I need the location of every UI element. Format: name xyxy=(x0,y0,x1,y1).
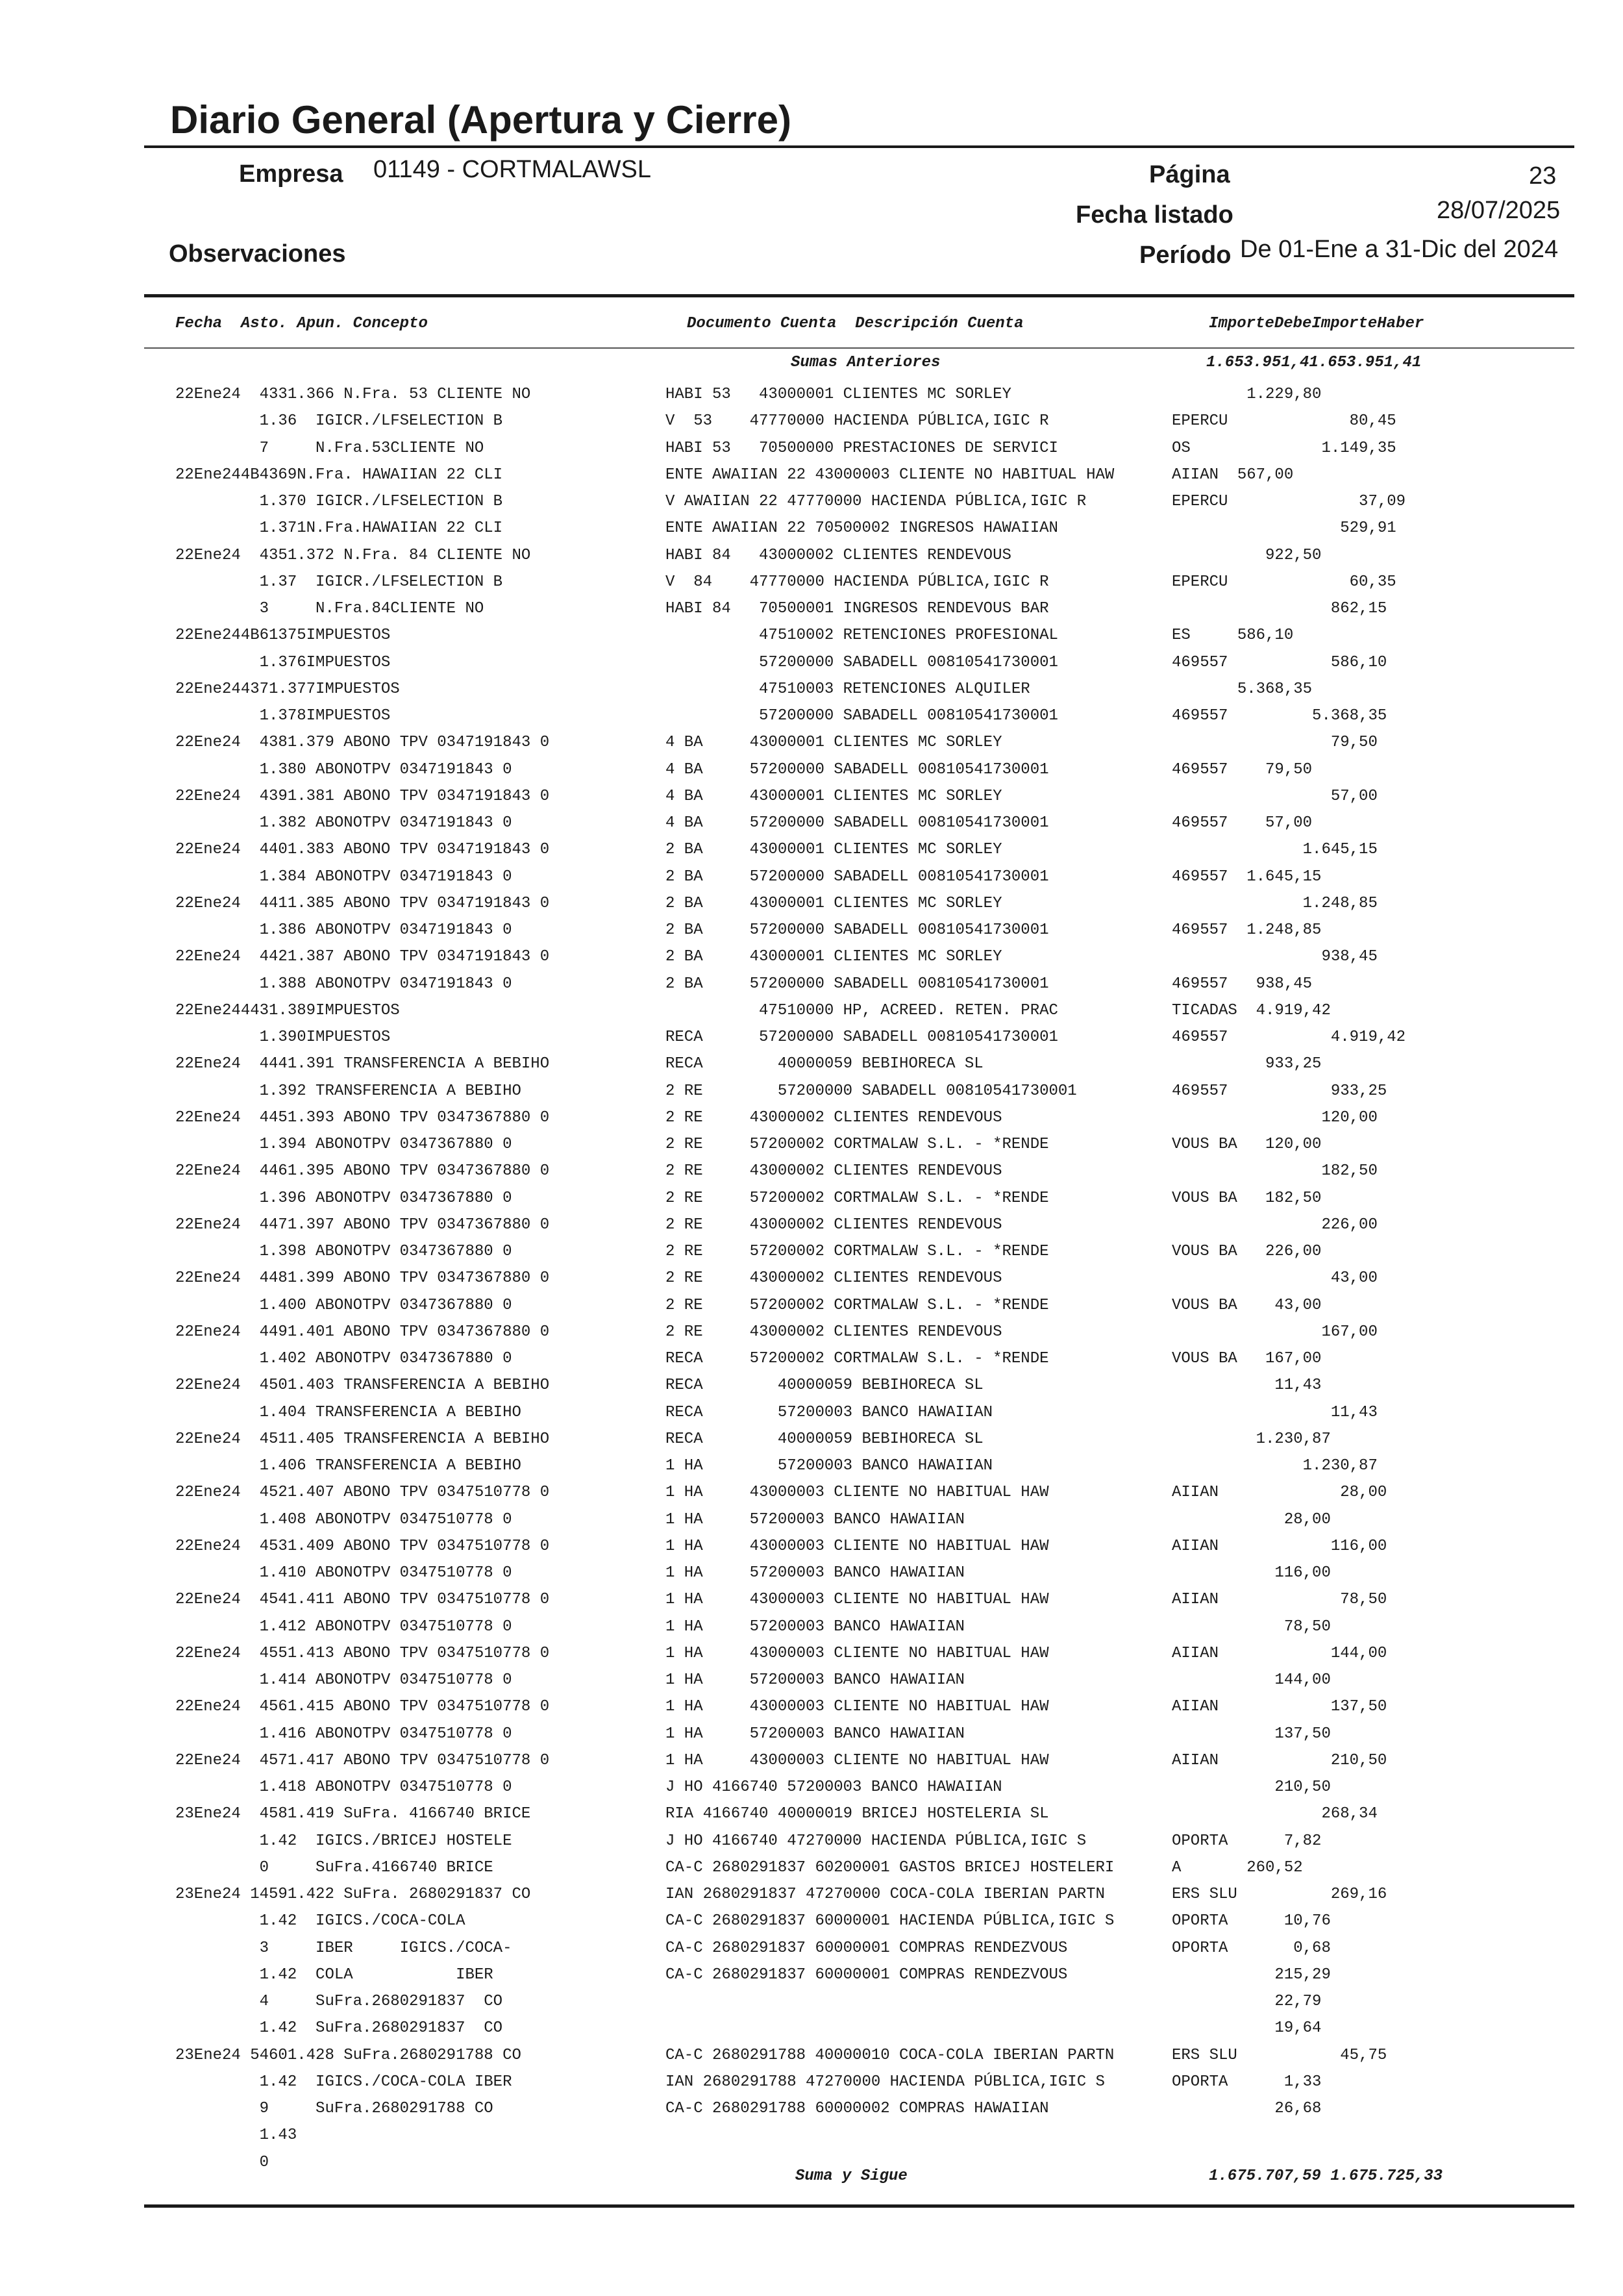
entry-left-text: 22Ene244371.377IMPUESTOS xyxy=(175,680,400,698)
entry-amount-text: AIIAN 144,00 xyxy=(1172,1645,1387,1662)
entry-left-text: 3 IBER IGICS./COCA- xyxy=(175,1940,512,1957)
entry-account-text: 57200000 SABADELL 00810541730001 xyxy=(665,707,1058,725)
entry-account-text: 4 BA 57200000 SABADELL 00810541730001 xyxy=(665,814,1049,832)
entry-account-text: 4 BA 43000001 CLIENTES MC SORLEY xyxy=(665,734,1002,751)
entry-account-text: RIA 4166740 40000019 BRICEJ HOSTELERIA SL xyxy=(665,1805,1049,1823)
entry-amount-text: 11,43 xyxy=(1172,1404,1378,1421)
footer-rule xyxy=(144,2204,1574,2208)
fecha-listado-label: Fecha listado xyxy=(1076,201,1233,229)
entry-left-text: 1.37 IGICR./LFSELECTION B xyxy=(175,573,503,591)
entry-amount-text: OPORTA 10,76 xyxy=(1172,1912,1331,1930)
entry-left-text: 22Ene24 4531.409 ABONO TPV 0347510778 0 xyxy=(175,1538,550,1555)
pagina-value: 23 xyxy=(1529,162,1557,190)
entry-amount-text: EPERCU 37,09 xyxy=(1172,493,1406,510)
entry-left-text: 4 SuFra.2680291837 CO xyxy=(175,1993,503,2010)
entry-amount-text: 57,00 xyxy=(1172,788,1378,805)
entry-amount-text: ES 586,10 xyxy=(1172,627,1294,644)
entry-amount-text: 469557 938,45 xyxy=(1172,975,1313,993)
entry-account-text: HABI 53 70500000 PRESTACIONES DE SERVICI xyxy=(665,440,1058,457)
entry-left-text: 1.42 SuFra.2680291837 CO xyxy=(175,2019,503,2037)
entry-left-text: 9 SuFra.2680291788 CO xyxy=(175,2100,493,2117)
entry-account-text: 2 BA 57200000 SABADELL 00810541730001 xyxy=(665,868,1049,886)
entry-left-text: 1.400 ABONOTPV 0347367880 0 xyxy=(175,1297,512,1314)
entry-amount-text: 938,45 xyxy=(1172,948,1378,966)
entry-amount-text: 79,50 xyxy=(1172,734,1378,751)
entry-left-text: 1.396 ABONOTPV 0347367880 0 xyxy=(175,1190,512,1207)
entry-account-text: CA-C 2680291788 40000010 COCA-COLA IBERIAN PARTN xyxy=(665,2047,1115,2064)
entry-amount-text: 268,34 xyxy=(1172,1805,1378,1823)
entry-amount-text: 1.248,85 xyxy=(1172,895,1378,912)
entry-left-text: 22Ene24 4441.391 TRANSFERENCIA A BEBIHO xyxy=(175,1055,550,1073)
entry-left-text: 22Ene24 4391.381 ABONO TPV 0347191843 0 xyxy=(175,788,550,805)
entry-left-text: 1.388 ABONOTPV 0347191843 0 xyxy=(175,975,512,993)
entry-amount-text: OPORTA 7,82 xyxy=(1172,1832,1322,1850)
entry-left-text: 22Ene24 4401.383 ABONO TPV 0347191843 0 xyxy=(175,841,550,858)
entry-left-text: 22Ene24 4541.411 ABONO TPV 0347510778 0 xyxy=(175,1591,550,1608)
entry-account-text: HABI 84 43000002 CLIENTES RENDEVOUS xyxy=(665,547,1011,564)
suma-y-sigue-value: 1.675.707,59 1.675.725,33 xyxy=(1209,2167,1443,2185)
entry-left-text: 1.378IMPUESTOS xyxy=(175,707,391,725)
entry-account-text: 1 HA 43000003 CLIENTE NO HABITUAL HAW xyxy=(665,1538,1049,1555)
entry-left-text: 1.418 ABONOTPV 0347510778 0 xyxy=(175,1778,512,1796)
entry-amount-text: AIIAN 116,00 xyxy=(1172,1538,1387,1555)
entry-left-text: 1.410 ABONOTPV 0347510778 0 xyxy=(175,1564,512,1582)
entry-amount-text: 469557 933,25 xyxy=(1172,1082,1387,1100)
entry-left-text: 1.390IMPUESTOS xyxy=(175,1029,391,1046)
entry-left-text: 1.416 ABONOTPV 0347510778 0 xyxy=(175,1725,512,1743)
entry-account-text: J HO 4166740 47270000 HACIENDA PÚBLICA,IGIC S xyxy=(665,1832,1087,1850)
entry-account-text: 2 RE 43000002 CLIENTES RENDEVOUS xyxy=(665,1323,1002,1341)
entry-amount-text: 210,50 xyxy=(1172,1778,1331,1796)
entry-account-text: 2 BA 43000001 CLIENTES MC SORLEY xyxy=(665,841,1002,858)
entry-account-text: ENTE AWAIIAN 22 70500002 INGRESOS HAWAIIAN xyxy=(665,519,1058,537)
entry-left-text: 1.398 ABONOTPV 0347367880 0 xyxy=(175,1243,512,1260)
entry-account-text: CA-C 2680291788 60000002 COMPRAS HAWAIIAN xyxy=(665,2100,1049,2117)
header-rule xyxy=(144,294,1574,297)
entry-account-text: 1 HA 43000003 CLIENTE NO HABITUAL HAW xyxy=(665,1752,1049,1769)
entry-left-text: 22Ene24 4501.403 TRANSFERENCIA A BEBIHO xyxy=(175,1377,550,1394)
entry-amount-text: OS 1.149,35 xyxy=(1172,440,1396,457)
entry-left-text: 1.42 COLA IBER xyxy=(175,1966,493,1984)
entry-amount-text: 120,00 xyxy=(1172,1109,1378,1127)
report-title: Diario General (Apertura y Cierre) xyxy=(170,98,791,142)
entry-left-text: 1.42 IGICS./BRICEJ HOSTELE xyxy=(175,1832,512,1850)
entry-amount-text: 144,00 xyxy=(1172,1671,1331,1689)
entry-account-text: HABI 84 70500001 INGRESOS RENDEVOUS BAR xyxy=(665,600,1049,618)
fecha-listado-value: 28/07/2025 xyxy=(1437,197,1561,224)
entry-amount-text: 469557 79,50 xyxy=(1172,761,1313,779)
entry-amount-text: 862,15 xyxy=(1172,600,1387,618)
entry-account-text: 1 HA 57200003 BANCO HAWAIIAN xyxy=(665,1564,965,1582)
entry-left-text: 22Ene24 4411.385 ABONO TPV 0347191843 0 xyxy=(175,895,550,912)
entry-account-text: IAN 2680291788 47270000 HACIENDA PÚBLICA,IGIC S xyxy=(665,2073,1105,2091)
entry-amount-text: EPERCU 80,45 xyxy=(1172,412,1396,430)
entry-amount-text: 116,00 xyxy=(1172,1564,1331,1582)
entry-amount-text: VOUS BA 226,00 xyxy=(1172,1243,1322,1260)
entry-left-text: 7 N.Fra.53CLIENTE NO xyxy=(175,440,484,457)
entry-left-text: 1.380 ABONOTPV 0347191843 0 xyxy=(175,761,512,779)
entry-amount-text: 1.229,80 xyxy=(1172,386,1322,403)
entry-left-text: 22Ene24 4481.399 ABONO TPV 0347367880 0 xyxy=(175,1269,550,1287)
column-header-rule xyxy=(144,347,1574,349)
entry-account-text: 1 HA 43000003 CLIENTE NO HABITUAL HAW xyxy=(665,1645,1049,1662)
entry-amount-text: VOUS BA 120,00 xyxy=(1172,1136,1322,1153)
entry-left-text: 22Ene24 4571.417 ABONO TPV 0347510778 0 xyxy=(175,1752,550,1769)
entry-amount-text: 19,64 xyxy=(1172,2019,1322,2037)
observaciones-label: Observaciones xyxy=(169,240,346,268)
entry-left-text: 1.370 IGICR./LFSELECTION B xyxy=(175,493,503,510)
entry-amount-text: VOUS BA 182,50 xyxy=(1172,1190,1322,1207)
entry-amount-text: 1.230,87 xyxy=(1172,1430,1331,1448)
entry-account-text: CA-C 2680291837 60000001 COMPRAS RENDEZVOUS xyxy=(665,1940,1068,1957)
entry-account-text: 1 HA 57200003 BANCO HAWAIIAN xyxy=(665,1457,993,1475)
entry-amount-text: 28,00 xyxy=(1172,1511,1331,1529)
entry-left-text: 22Ene24 4491.401 ABONO TPV 0347367880 0 xyxy=(175,1323,550,1341)
entry-account-text: 1 HA 43000003 CLIENTE NO HABITUAL HAW xyxy=(665,1698,1049,1716)
entry-left-text: 0 xyxy=(175,2154,269,2171)
entry-left-text: 23Ene24 54601.428 SuFra.2680291788 CO xyxy=(175,2047,521,2064)
entry-left-text: 1.406 TRANSFERENCIA A BEBIHO xyxy=(175,1457,521,1475)
entry-account-text: 2 RE 57200002 CORTMALAW S.L. - *RENDE xyxy=(665,1297,1049,1314)
entry-account-text: 1 HA 43000003 CLIENTE NO HABITUAL HAW xyxy=(665,1591,1049,1608)
entry-account-text: 2 RE 57200002 CORTMALAW S.L. - *RENDE xyxy=(665,1190,1049,1207)
entry-left-text: 22Ene24 4381.379 ABONO TPV 0347191843 0 xyxy=(175,734,550,751)
entry-amount-text: AIIAN 210,50 xyxy=(1172,1752,1387,1769)
entry-amount-text: 26,68 xyxy=(1172,2100,1322,2117)
entry-amount-text: VOUS BA 167,00 xyxy=(1172,1350,1322,1367)
entry-amount-text: OPORTA 1,33 xyxy=(1172,2073,1322,2091)
entry-left-text: 1.36 IGICR./LFSELECTION B xyxy=(175,412,503,430)
entry-amount-text: AIIAN 78,50 xyxy=(1172,1591,1387,1608)
entry-account-text: 1 HA 57200003 BANCO HAWAIIAN xyxy=(665,1618,965,1636)
entry-left-text: 1.371N.Fra.HAWAIIAN 22 CLI xyxy=(175,519,503,537)
entry-account-text: CA-C 2680291837 60000001 COMPRAS RENDEZVOUS xyxy=(665,1966,1068,1984)
entry-account-text: RECA 57200002 CORTMALAW S.L. - *RENDE xyxy=(665,1350,1049,1367)
entry-account-text: 57200000 SABADELL 00810541730001 xyxy=(665,654,1058,671)
entry-left-text: 23Ene24 4581.419 SuFra. 4166740 BRICE xyxy=(175,1805,531,1823)
entry-account-text: RECA 57200000 SABADELL 00810541730001 xyxy=(665,1029,1058,1046)
entry-amount-text: VOUS BA 43,00 xyxy=(1172,1297,1322,1314)
entry-account-text: 2 RE 57200000 SABADELL 00810541730001 xyxy=(665,1082,1077,1100)
entry-left-text: 1.382 ABONOTPV 0347191843 0 xyxy=(175,814,512,832)
entry-account-text: 2 RE 43000002 CLIENTES RENDEVOUS xyxy=(665,1109,1002,1127)
column-header-left: Fecha Asto. Apun. Concepto xyxy=(175,315,428,332)
entry-amount-text: 922,50 xyxy=(1172,547,1322,564)
entry-account-text: V AWAIIAN 22 47770000 HACIENDA PÚBLICA,IGIC R xyxy=(665,493,1087,510)
entry-left-text: 1.404 TRANSFERENCIA A BEBIHO xyxy=(175,1404,521,1421)
entry-account-text: HABI 53 43000001 CLIENTES MC SORLEY xyxy=(665,386,1011,403)
entry-amount-text: 469557 5.368,35 xyxy=(1172,707,1387,725)
entry-amount-text: 5.368,35 xyxy=(1172,680,1313,698)
entry-left-text: 22Ene24 4471.397 ABONO TPV 0347367880 0 xyxy=(175,1216,550,1234)
entry-left-text: 22Ene24 4331.366 N.Fra. 53 CLIENTE NO xyxy=(175,386,531,403)
entry-account-text: 2 BA 57200000 SABADELL 00810541730001 xyxy=(665,975,1049,993)
entry-amount-text: 529,91 xyxy=(1172,519,1396,537)
entry-account-text: 47510002 RETENCIONES PROFESIONAL xyxy=(665,627,1058,644)
entry-account-text: V 84 47770000 HACIENDA PÚBLICA,IGIC R xyxy=(665,573,1049,591)
entry-left-text: 1.412 ABONOTPV 0347510778 0 xyxy=(175,1618,512,1636)
entry-left-text: 22Ene24 4551.413 ABONO TPV 0347510778 0 xyxy=(175,1645,550,1662)
entry-left-text: 1.42 IGICS./COCA-COLA xyxy=(175,1912,465,1930)
entry-account-text: 4 BA 57200000 SABADELL 00810541730001 xyxy=(665,761,1049,779)
entry-left-text: 22Ene24 4421.387 ABONO TPV 0347191843 0 xyxy=(175,948,550,966)
entry-amount-text: 43,00 xyxy=(1172,1269,1378,1287)
entry-left-text: 22Ene24 4561.415 ABONO TPV 0347510778 0 xyxy=(175,1698,550,1716)
entry-account-text: J HO 4166740 57200003 BANCO HAWAIIAN xyxy=(665,1778,1002,1796)
entry-left-text: 3 N.Fra.84CLIENTE NO xyxy=(175,600,484,618)
entry-left-text: 22Ene24 4511.405 TRANSFERENCIA A BEBIHO xyxy=(175,1430,550,1448)
entry-amount-text: TICADAS 4.919,42 xyxy=(1172,1002,1331,1019)
entry-amount-text: 22,79 xyxy=(1172,1993,1322,2010)
entry-account-text: 2 RE 43000002 CLIENTES RENDEVOUS xyxy=(665,1216,1002,1234)
entry-account-text: RECA 40000059 BEBIHORECA SL xyxy=(665,1430,984,1448)
entry-amount-text: ERS SLU 269,16 xyxy=(1172,1886,1387,1903)
column-header-right: ImporteDebeImporteHaber xyxy=(1209,315,1424,332)
sumas-anteriores-value: 1.653.951,41.653.951,41 xyxy=(1206,354,1422,371)
entry-account-text: 1 HA 43000003 CLIENTE NO HABITUAL HAW xyxy=(665,1484,1049,1501)
periodo-value: De 01-Ene a 31-Dic del 2024 xyxy=(1240,236,1559,263)
entry-amount-text: 469557 4.919,42 xyxy=(1172,1029,1406,1046)
entry-amount-text: 78,50 xyxy=(1172,1618,1331,1636)
entry-account-text: 4 BA 43000001 CLIENTES MC SORLEY xyxy=(665,788,1002,805)
entry-amount-text: AIIAN 137,50 xyxy=(1172,1698,1387,1716)
entry-account-text: CA-C 2680291837 60000001 HACIENDA PÚBLICA,IGIC S xyxy=(665,1912,1115,1930)
entry-amount-text: AIIAN 28,00 xyxy=(1172,1484,1387,1501)
entry-left-text: 1.384 ABONOTPV 0347191843 0 xyxy=(175,868,512,886)
entry-left-text: 1.43 xyxy=(175,2127,297,2144)
entry-left-text: 1.392 TRANSFERENCIA A BEBIHO xyxy=(175,1082,521,1100)
entry-amount-text: 11,43 xyxy=(1172,1377,1322,1394)
entry-amount-text: ERS SLU 45,75 xyxy=(1172,2047,1387,2064)
entry-account-text: RECA 57200003 BANCO HAWAIIAN xyxy=(665,1404,993,1421)
entry-amount-text: 1.645,15 xyxy=(1172,841,1378,858)
entry-amount-text: 182,50 xyxy=(1172,1162,1378,1180)
entry-amount-text: 167,00 xyxy=(1172,1323,1378,1341)
entry-account-text: 1 HA 57200003 BANCO HAWAIIAN xyxy=(665,1671,965,1689)
empresa-label: Empresa xyxy=(239,160,343,188)
entry-left-text: 1.402 ABONOTPV 0347367880 0 xyxy=(175,1350,512,1367)
entry-left-text: 22Ene24 4461.395 ABONO TPV 0347367880 0 xyxy=(175,1162,550,1180)
entry-amount-text: 933,25 xyxy=(1172,1055,1322,1073)
entry-left-text: 1.394 ABONOTPV 0347367880 0 xyxy=(175,1136,512,1153)
entry-account-text: 2 RE 57200002 CORTMALAW S.L. - *RENDE xyxy=(665,1243,1049,1260)
entry-account-text: 1 HA 57200003 BANCO HAWAIIAN xyxy=(665,1725,965,1743)
empresa-value: 01149 - CORTMALAWSL xyxy=(373,156,652,183)
entry-account-text: ENTE AWAIIAN 22 43000003 CLIENTE NO HABITUAL HAW xyxy=(665,466,1115,484)
entry-account-text: 47510003 RETENCIONES ALQUILER xyxy=(665,680,1030,698)
entry-left-text: 23Ene24 14591.422 SuFra. 2680291837 CO xyxy=(175,1886,531,1903)
entry-left-text: 22Ene244431.389IMPUESTOS xyxy=(175,1002,400,1019)
entry-amount-text: 469557 1.248,85 xyxy=(1172,921,1322,939)
entry-amount-text: 137,50 xyxy=(1172,1725,1331,1743)
entry-left-text: 1.408 ABONOTPV 0347510778 0 xyxy=(175,1511,512,1529)
entry-account-text: 2 BA 43000001 CLIENTES MC SORLEY xyxy=(665,895,1002,912)
entry-left-text: 1.414 ABONOTPV 0347510778 0 xyxy=(175,1671,512,1689)
entry-account-text: 2 BA 43000001 CLIENTES MC SORLEY xyxy=(665,948,1002,966)
entry-amount-text: EPERCU 60,35 xyxy=(1172,573,1396,591)
entry-amount-text: 469557 1.645,15 xyxy=(1172,868,1322,886)
periodo-label: Período xyxy=(1139,242,1232,269)
entry-account-text: CA-C 2680291837 60200001 GASTOS BRICEJ HOSTELERI xyxy=(665,1859,1115,1877)
entry-account-text: RECA 40000059 BEBIHORECA SL xyxy=(665,1055,984,1073)
entry-left-text: 1.386 ABONOTPV 0347191843 0 xyxy=(175,921,512,939)
entry-left-text: 1.376IMPUESTOS xyxy=(175,654,391,671)
column-header-mid: Documento Cuenta Descripción Cuenta xyxy=(687,315,1024,332)
entry-amount-text: AIIAN 567,00 xyxy=(1172,466,1294,484)
entry-left-text: 22Ene244B61375IMPUESTOS xyxy=(175,627,391,644)
entry-left-text: 1.42 IGICS./COCA-COLA IBER xyxy=(175,2073,512,2091)
entry-amount-text: 226,00 xyxy=(1172,1216,1378,1234)
entry-account-text: 47510000 HP, ACREED. RETEN. PRAC xyxy=(665,1002,1058,1019)
entry-amount-text: 1.230,87 xyxy=(1172,1457,1378,1475)
entry-left-text: 22Ene244B4369N.Fra. HAWAIIAN 22 CLI xyxy=(175,466,503,484)
entry-amount-text: 469557 586,10 xyxy=(1172,654,1387,671)
entry-account-text: 2 RE 43000002 CLIENTES RENDEVOUS xyxy=(665,1162,1002,1180)
entry-account-text: 2 RE 43000002 CLIENTES RENDEVOUS xyxy=(665,1269,1002,1287)
entry-account-text: IAN 2680291837 47270000 COCA-COLA IBERIAN PARTN xyxy=(665,1886,1105,1903)
entry-amount-text: OPORTA 0,68 xyxy=(1172,1940,1331,1957)
title-rule xyxy=(144,145,1574,148)
sumas-anteriores-label: Sumas Anteriores xyxy=(791,354,941,371)
entry-account-text: RECA 40000059 BEBIHORECA SL xyxy=(665,1377,984,1394)
entry-amount-text: A 260,52 xyxy=(1172,1859,1303,1877)
entry-account-text: 2 BA 57200000 SABADELL 00810541730001 xyxy=(665,921,1049,939)
suma-y-sigue-label: Suma y Sigue xyxy=(795,2167,908,2185)
entry-amount-text: 215,29 xyxy=(1172,1966,1331,1984)
entry-left-text: 22Ene24 4351.372 N.Fra. 84 CLIENTE NO xyxy=(175,547,531,564)
entry-amount-text: 469557 57,00 xyxy=(1172,814,1313,832)
entry-account-text: 1 HA 57200003 BANCO HAWAIIAN xyxy=(665,1511,965,1529)
entry-left-text: 0 SuFra.4166740 BRICE xyxy=(175,1859,493,1877)
pagina-label: Página xyxy=(1149,161,1230,188)
entry-left-text: 22Ene24 4521.407 ABONO TPV 0347510778 0 xyxy=(175,1484,550,1501)
entry-account-text: 2 RE 57200002 CORTMALAW S.L. - *RENDE xyxy=(665,1136,1049,1153)
entry-left-text: 22Ene24 4451.393 ABONO TPV 0347367880 0 xyxy=(175,1109,550,1127)
entry-account-text: V 53 47770000 HACIENDA PÚBLICA,IGIC R xyxy=(665,412,1049,430)
